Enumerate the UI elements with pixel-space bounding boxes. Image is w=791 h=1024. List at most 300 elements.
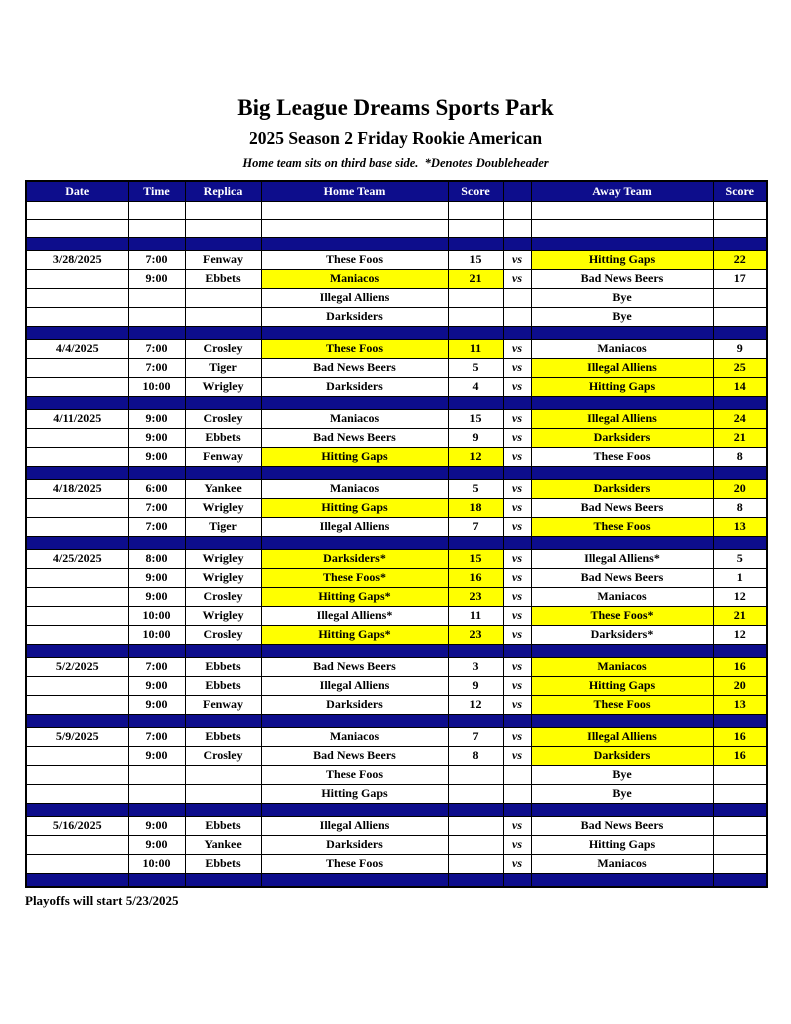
away-team-cell [531, 237, 713, 250]
date-cell: 5/2/2025 [26, 657, 128, 676]
replica-cell: Crosley [185, 746, 261, 765]
away-score-cell [713, 714, 767, 727]
empty-row [26, 219, 767, 237]
home-score-cell: 15 [448, 549, 503, 568]
separator-row [26, 466, 767, 479]
home-team-cell: Hitting Gaps* [261, 587, 448, 606]
vs-cell [503, 307, 531, 326]
game-row [26, 358, 767, 377]
time-cell [128, 466, 185, 479]
time-cell: 9:00 [128, 269, 185, 288]
time-cell [128, 784, 185, 803]
replica-cell [185, 237, 261, 250]
replica-cell: Wrigley [185, 377, 261, 396]
time-cell: 10:00 [128, 377, 185, 396]
home-team-cell [261, 201, 448, 219]
date-cell [26, 676, 128, 695]
home-team-cell: These Foos [261, 339, 448, 358]
replica-cell: Ebbets [185, 854, 261, 873]
game-row [26, 746, 767, 765]
vs-cell: vs [503, 695, 531, 714]
away-score-cell: 13 [713, 695, 767, 714]
replica-cell: Ebbets [185, 816, 261, 835]
home-score-cell: 8 [448, 746, 503, 765]
replica-cell [185, 201, 261, 219]
replica-cell: Fenway [185, 695, 261, 714]
home-team-cell: Illegal Alliens [261, 816, 448, 835]
away-score-cell: 14 [713, 377, 767, 396]
date-cell: 5/16/2025 [26, 816, 128, 835]
replica-cell: Ebbets [185, 428, 261, 447]
game-row [26, 676, 767, 695]
replica-cell [185, 307, 261, 326]
home-score-cell: 3 [448, 657, 503, 676]
home-team-cell [261, 873, 448, 887]
game-row [26, 854, 767, 873]
away-team-cell: Bad News Beers [531, 269, 713, 288]
game-row [26, 479, 767, 498]
away-team-cell: Bye [531, 288, 713, 307]
vs-cell: vs [503, 746, 531, 765]
home-score-cell [448, 816, 503, 835]
away-score-cell: 8 [713, 498, 767, 517]
vs-cell [503, 326, 531, 339]
away-score-cell [713, 784, 767, 803]
vs-cell [503, 873, 531, 887]
away-score-cell [713, 237, 767, 250]
date-cell [26, 835, 128, 854]
home-team-note: Home team sits on third base side. *Denotes Doubleheader [242, 155, 549, 170]
away-team-cell: These Foos [531, 695, 713, 714]
home-team-cell [261, 396, 448, 409]
time-cell [128, 765, 185, 784]
away-score-cell: 17 [713, 269, 767, 288]
vs-cell [503, 644, 531, 657]
home-score-cell: 16 [448, 568, 503, 587]
time-cell [128, 288, 185, 307]
time-cell: 6:00 [128, 479, 185, 498]
date-cell [26, 536, 128, 549]
away-score-cell [713, 803, 767, 816]
away-score-cell [713, 536, 767, 549]
away-score-cell [713, 644, 767, 657]
away-team-cell: Hitting Gaps [531, 250, 713, 269]
away-score-cell [713, 201, 767, 219]
vs-cell: vs [503, 816, 531, 835]
away-score-cell [713, 466, 767, 479]
replica-cell [185, 644, 261, 657]
date-cell: 4/4/2025 [26, 339, 128, 358]
game-row [26, 727, 767, 746]
replica-cell: Yankee [185, 835, 261, 854]
game-row [26, 517, 767, 536]
vs-cell [503, 714, 531, 727]
game-row [26, 288, 767, 307]
date-cell [26, 803, 128, 816]
date-cell [26, 568, 128, 587]
replica-cell: Tiger [185, 358, 261, 377]
page-title: Big League Dreams Sports Park [237, 95, 554, 120]
vs-cell [503, 237, 531, 250]
away-score-cell: 13 [713, 517, 767, 536]
replica-cell [185, 219, 261, 237]
time-cell: 7:00 [128, 727, 185, 746]
vs-cell: vs [503, 727, 531, 746]
game-row [26, 549, 767, 568]
home-score-cell [448, 326, 503, 339]
away-team-cell: Hitting Gaps [531, 377, 713, 396]
page-subtitle: 2025 Season 2 Friday Rookie American [248, 127, 543, 148]
home-team-cell: These Foos* [261, 568, 448, 587]
game-row [26, 587, 767, 606]
vs-cell: vs [503, 606, 531, 625]
away-team-cell: Maniacos [531, 657, 713, 676]
vs-cell: vs [503, 587, 531, 606]
time-cell [128, 644, 185, 657]
date-cell [26, 587, 128, 606]
date-cell [26, 784, 128, 803]
time-cell: 9:00 [128, 447, 185, 466]
away-score-cell: 16 [713, 657, 767, 676]
away-team-cell: Maniacos [531, 854, 713, 873]
vs-cell [503, 765, 531, 784]
home-team-cell: Darksiders [261, 307, 448, 326]
away-score-cell [713, 873, 767, 887]
time-cell [128, 326, 185, 339]
date-cell [26, 396, 128, 409]
home-team-cell: Illegal Alliens [261, 676, 448, 695]
home-team-cell: Illegal Alliens [261, 288, 448, 307]
away-team-cell: Illegal Alliens [531, 358, 713, 377]
away-team-cell: Bad News Beers [531, 498, 713, 517]
vs-cell: vs [503, 568, 531, 587]
date-cell [26, 358, 128, 377]
separator-row [26, 714, 767, 727]
date-cell [26, 447, 128, 466]
away-team-cell [531, 714, 713, 727]
away-score-cell: 25 [713, 358, 767, 377]
away-team-cell [531, 873, 713, 887]
vs-cell: vs [503, 358, 531, 377]
replica-cell [185, 784, 261, 803]
away-score-cell: 12 [713, 625, 767, 644]
date-cell: 4/18/2025 [26, 479, 128, 498]
home-score-cell [448, 854, 503, 873]
home-score-cell [448, 784, 503, 803]
date-cell [26, 625, 128, 644]
away-score-cell [713, 835, 767, 854]
home-team-cell: Darksiders [261, 695, 448, 714]
replica-cell: Yankee [185, 479, 261, 498]
home-team-cell: Bad News Beers [261, 358, 448, 377]
vs-cell: vs [503, 479, 531, 498]
date-cell [26, 326, 128, 339]
date-cell [26, 873, 128, 887]
home-score-cell [448, 237, 503, 250]
game-row [26, 816, 767, 835]
away-score-cell [713, 765, 767, 784]
home-team-cell: These Foos [261, 250, 448, 269]
date-cell: 3/28/2025 [26, 250, 128, 269]
away-score-cell: 5 [713, 549, 767, 568]
vs-cell: vs [503, 517, 531, 536]
time-cell: 7:00 [128, 250, 185, 269]
home-team-cell [261, 714, 448, 727]
date-cell [26, 854, 128, 873]
game-row [26, 498, 767, 517]
away-team-cell: Darksiders [531, 428, 713, 447]
replica-cell: Wrigley [185, 549, 261, 568]
away-team-cell: Darksiders [531, 479, 713, 498]
vs-cell: vs [503, 498, 531, 517]
time-cell: 7:00 [128, 498, 185, 517]
home-score-cell [448, 307, 503, 326]
away-team-cell: Bye [531, 307, 713, 326]
away-score-cell: 9 [713, 339, 767, 358]
replica-cell: Crosley [185, 587, 261, 606]
home-score-cell [448, 288, 503, 307]
vs-cell [503, 219, 531, 237]
table-header-row [26, 181, 767, 202]
column-header-home-team: Home Team [261, 181, 448, 202]
date-cell: 5/9/2025 [26, 727, 128, 746]
away-score-cell: 20 [713, 676, 767, 695]
away-team-cell [531, 803, 713, 816]
date-cell [26, 606, 128, 625]
replica-cell: Tiger [185, 517, 261, 536]
column-header-home-score: Score [448, 181, 503, 202]
away-team-cell [531, 219, 713, 237]
column-header-time: Time [128, 181, 185, 202]
home-score-cell: 5 [448, 479, 503, 498]
replica-cell [185, 326, 261, 339]
time-cell: 9:00 [128, 695, 185, 714]
date-cell [26, 714, 128, 727]
vs-cell: vs [503, 339, 531, 358]
home-score-cell [448, 873, 503, 887]
time-cell: 8:00 [128, 549, 185, 568]
away-team-cell [531, 466, 713, 479]
game-row [26, 784, 767, 803]
vs-cell [503, 288, 531, 307]
home-team-cell: Darksiders [261, 377, 448, 396]
home-score-cell: 7 [448, 517, 503, 536]
time-cell [128, 714, 185, 727]
schedule-table [25, 180, 768, 888]
time-cell: 9:00 [128, 835, 185, 854]
home-team-cell: Maniacos [261, 479, 448, 498]
replica-cell: Wrigley [185, 606, 261, 625]
away-team-cell: Hitting Gaps [531, 676, 713, 695]
home-team-cell: Illegal Alliens [261, 517, 448, 536]
time-cell: 9:00 [128, 587, 185, 606]
away-team-cell [531, 201, 713, 219]
date-cell [26, 307, 128, 326]
away-team-cell: Bad News Beers [531, 816, 713, 835]
time-cell: 10:00 [128, 854, 185, 873]
date-cell [26, 746, 128, 765]
replica-cell [185, 288, 261, 307]
time-cell [128, 396, 185, 409]
vs-cell: vs [503, 835, 531, 854]
time-cell: 7:00 [128, 339, 185, 358]
away-score-cell: 24 [713, 409, 767, 428]
game-row [26, 568, 767, 587]
vs-cell [503, 466, 531, 479]
column-header-away-team: Away Team [531, 181, 713, 202]
time-cell: 7:00 [128, 358, 185, 377]
date-cell [26, 765, 128, 784]
home-team-cell: Illegal Alliens* [261, 606, 448, 625]
game-row [26, 765, 767, 784]
home-team-cell [261, 466, 448, 479]
home-score-cell: 5 [448, 358, 503, 377]
away-score-cell: 12 [713, 587, 767, 606]
home-score-cell [448, 201, 503, 219]
time-cell [128, 237, 185, 250]
home-score-cell: 7 [448, 727, 503, 746]
separator-row [26, 644, 767, 657]
away-team-cell: These Foos [531, 517, 713, 536]
vs-cell: vs [503, 447, 531, 466]
vs-cell: vs [503, 428, 531, 447]
home-team-cell [261, 536, 448, 549]
game-row [26, 339, 767, 358]
time-cell: 9:00 [128, 816, 185, 835]
separator-row [26, 237, 767, 250]
home-team-cell [261, 237, 448, 250]
away-team-cell: Maniacos [531, 587, 713, 606]
separator-row [26, 326, 767, 339]
away-team-cell [531, 644, 713, 657]
game-row [26, 428, 767, 447]
date-cell: 4/25/2025 [26, 549, 128, 568]
replica-cell: Crosley [185, 409, 261, 428]
game-row [26, 695, 767, 714]
time-cell: 9:00 [128, 568, 185, 587]
game-row [26, 835, 767, 854]
away-score-cell: 16 [713, 746, 767, 765]
home-score-cell [448, 835, 503, 854]
home-team-cell [261, 326, 448, 339]
home-score-cell: 12 [448, 447, 503, 466]
home-team-cell: These Foos [261, 765, 448, 784]
game-row [26, 409, 767, 428]
vs-cell: vs [503, 377, 531, 396]
replica-cell: Ebbets [185, 727, 261, 746]
home-team-cell: Darksiders [261, 835, 448, 854]
home-score-cell: 9 [448, 676, 503, 695]
game-row [26, 269, 767, 288]
vs-cell: vs [503, 676, 531, 695]
game-row [26, 307, 767, 326]
away-score-cell [713, 816, 767, 835]
home-score-cell: 11 [448, 606, 503, 625]
vs-cell [503, 803, 531, 816]
replica-cell: Ebbets [185, 676, 261, 695]
date-cell [26, 269, 128, 288]
replica-cell: Fenway [185, 447, 261, 466]
home-team-cell: Bad News Beers [261, 428, 448, 447]
game-row [26, 657, 767, 676]
home-score-cell: 9 [448, 428, 503, 447]
away-team-cell: Bye [531, 765, 713, 784]
away-score-cell [713, 288, 767, 307]
replica-cell: Crosley [185, 625, 261, 644]
home-score-cell [448, 803, 503, 816]
vs-cell [503, 536, 531, 549]
away-score-cell: 20 [713, 479, 767, 498]
time-cell: 10:00 [128, 606, 185, 625]
playoffs-note: Playoffs will start 5/23/2025 [25, 892, 179, 908]
away-score-cell [713, 854, 767, 873]
home-score-cell: 12 [448, 695, 503, 714]
home-team-cell: Maniacos [261, 269, 448, 288]
game-row [26, 447, 767, 466]
away-team-cell [531, 536, 713, 549]
away-team-cell: These Foos* [531, 606, 713, 625]
home-score-cell: 4 [448, 377, 503, 396]
time-cell: 7:00 [128, 657, 185, 676]
home-score-cell: 23 [448, 625, 503, 644]
away-score-cell: 21 [713, 606, 767, 625]
time-cell [128, 803, 185, 816]
home-team-cell: Hitting Gaps [261, 447, 448, 466]
replica-cell [185, 765, 261, 784]
away-score-cell: 16 [713, 727, 767, 746]
vs-cell [503, 396, 531, 409]
replica-cell: Fenway [185, 250, 261, 269]
column-header-date: Date [26, 181, 128, 202]
replica-cell [185, 714, 261, 727]
time-cell [128, 219, 185, 237]
replica-cell [185, 396, 261, 409]
separator-row [26, 803, 767, 816]
time-cell: 9:00 [128, 676, 185, 695]
separator-row [26, 536, 767, 549]
column-header-vs [503, 181, 531, 202]
home-team-cell: Maniacos [261, 727, 448, 746]
vs-cell: vs [503, 549, 531, 568]
column-header-replica: Replica [185, 181, 261, 202]
time-cell [128, 201, 185, 219]
away-team-cell [531, 396, 713, 409]
away-team-cell: Darksiders [531, 746, 713, 765]
replica-cell [185, 536, 261, 549]
vs-cell: vs [503, 657, 531, 676]
away-score-cell [713, 326, 767, 339]
vs-cell: vs [503, 625, 531, 644]
time-cell: 9:00 [128, 428, 185, 447]
replica-cell: Wrigley [185, 568, 261, 587]
away-score-cell: 21 [713, 428, 767, 447]
empty-row [26, 201, 767, 219]
replica-cell: Ebbets [185, 269, 261, 288]
away-team-cell: Maniacos [531, 339, 713, 358]
home-score-cell: 15 [448, 250, 503, 269]
away-score-cell: 1 [713, 568, 767, 587]
home-score-cell: 11 [448, 339, 503, 358]
replica-cell: Crosley [185, 339, 261, 358]
home-team-cell: Darksiders* [261, 549, 448, 568]
home-score-cell: 23 [448, 587, 503, 606]
home-team-cell [261, 644, 448, 657]
date-cell [26, 237, 128, 250]
replica-cell [185, 873, 261, 887]
away-team-cell: Bye [531, 784, 713, 803]
away-score-cell: 22 [713, 250, 767, 269]
home-team-cell: Bad News Beers [261, 657, 448, 676]
